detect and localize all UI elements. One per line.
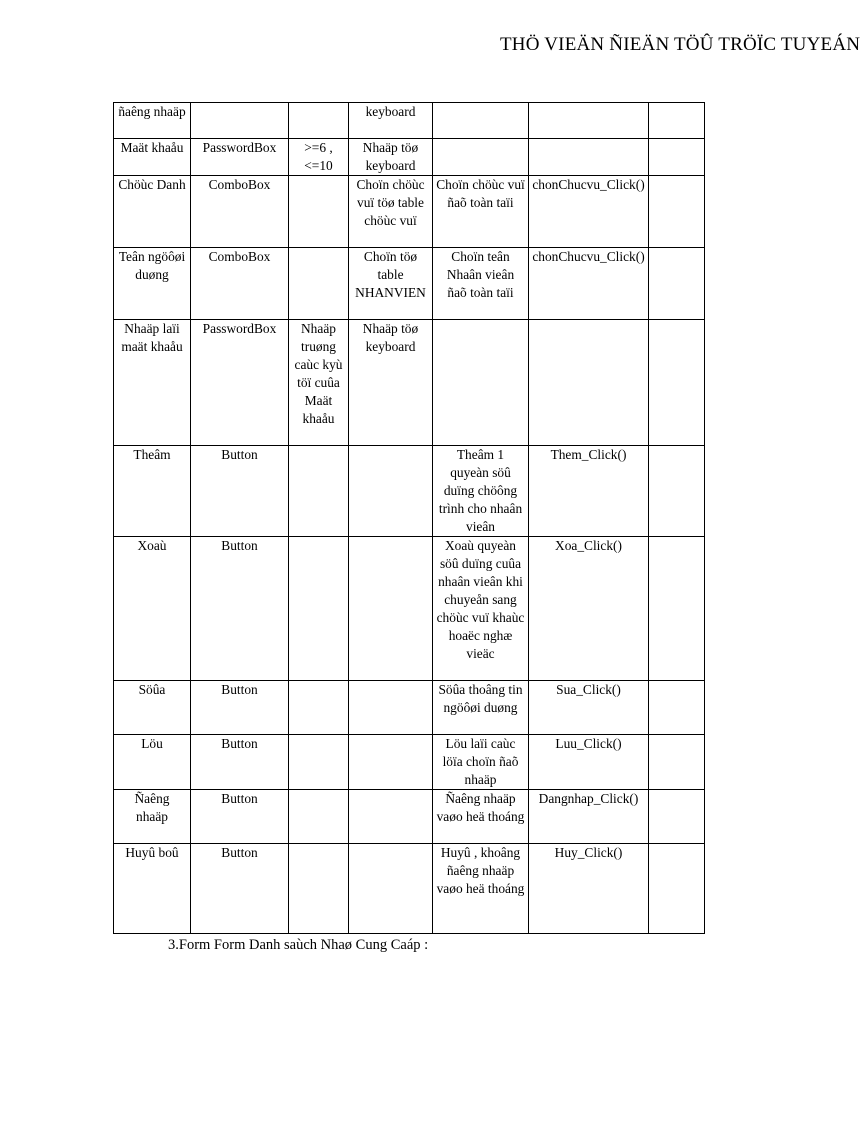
table-cell: [289, 103, 349, 139]
table-cell: Dangnhap_Click(): [529, 790, 649, 844]
table-cell: Theâm: [114, 446, 191, 537]
table-cell: [349, 790, 433, 844]
table-cell: [289, 248, 349, 320]
table-cell: Ñaêng nhaäp vaøo heä thoáng: [433, 790, 529, 844]
table-cell: [349, 735, 433, 790]
table-cell: Söûa: [114, 681, 191, 735]
table-cell: Button: [191, 790, 289, 844]
table-cell: Huyû boû: [114, 844, 191, 934]
table-cell: [649, 446, 705, 537]
table-cell: ComboBox: [191, 248, 289, 320]
table-cell: Teân ngöôøi duøng: [114, 248, 191, 320]
table-cell: Xoaù quyeàn söû duïng cuûa nhaân vieân khi chuyeån sang chöùc vuï khaùc hoaëc nghæ vieäc: [433, 537, 529, 681]
table-cell: Nhaäp laïi maät khaåu: [114, 320, 191, 446]
table-cell: Button: [191, 681, 289, 735]
page-header-title: THÖ VIEÄN ÑIEÄN TÖÛ TRÖÏC TUYEÁN: [500, 34, 860, 55]
table-row: [114, 681, 705, 735]
table-row: [114, 735, 705, 790]
table-cell: Choïn teân Nhaân vieân ñaõ toàn taïi: [433, 248, 529, 320]
table-cell: [289, 790, 349, 844]
table-row: [114, 176, 705, 248]
table-cell: chonChucvu_Click(): [529, 248, 649, 320]
table-cell: Löu laïi caùc löïa choïn ñaõ nhaäp: [433, 735, 529, 790]
table-cell: Button: [191, 537, 289, 681]
table-cell: Choïn töø table NHANVIEN: [349, 248, 433, 320]
table-cell: [649, 176, 705, 248]
table-cell: Ñaêng nhaäp: [114, 790, 191, 844]
table-cell: [649, 248, 705, 320]
table-cell: [433, 139, 529, 176]
table-cell: [289, 844, 349, 934]
table-row: [114, 139, 705, 176]
table-cell: [649, 735, 705, 790]
table-row: [114, 844, 705, 934]
table-cell: [649, 790, 705, 844]
table-cell: [289, 681, 349, 735]
table-cell: Chöùc Danh: [114, 176, 191, 248]
table-cell: [649, 844, 705, 934]
table-cell: Nhaäp töø keyboard: [349, 139, 433, 176]
table-cell: [649, 537, 705, 681]
table-cell: Huyû , khoâng ñaêng nhaäp vaøo heä thoáng: [433, 844, 529, 934]
table-cell: [529, 103, 649, 139]
table-cell: Button: [191, 735, 289, 790]
table-cell: ComboBox: [191, 176, 289, 248]
table-cell: [529, 320, 649, 446]
table-cell: [529, 139, 649, 176]
table-cell: [289, 537, 349, 681]
table-cell: [649, 681, 705, 735]
section-caption: 3.Form Form Danh saùch Nhaø Cung Caáp :: [168, 937, 429, 953]
table-cell: Huy_Click(): [529, 844, 649, 934]
table-cell: Button: [191, 446, 289, 537]
table-cell: Nhaäp töø keyboard: [349, 320, 433, 446]
table-cell: [349, 681, 433, 735]
table-cell: PasswordBox: [191, 139, 289, 176]
table-cell: Theâm 1 quyeàn söû duïng chöông trình cho nhaân vieân: [433, 446, 529, 537]
control-spec-table: [113, 102, 705, 934]
table-cell: Them_Click(): [529, 446, 649, 537]
table-cell: [433, 103, 529, 139]
table-cell: [289, 735, 349, 790]
table-cell: [649, 103, 705, 139]
table-cell: Xoaù: [114, 537, 191, 681]
table-row: [114, 248, 705, 320]
table-cell: PasswordBox: [191, 320, 289, 446]
table-cell: [649, 320, 705, 446]
table-cell: Luu_Click(): [529, 735, 649, 790]
table-cell: [191, 103, 289, 139]
table-cell: chonChucvu_Click(): [529, 176, 649, 248]
table-cell: Nhaäp truøng caùc kyù töï cuûa Maät khaåu: [289, 320, 349, 446]
table-row: [114, 103, 705, 139]
table-cell: Xoa_Click(): [529, 537, 649, 681]
table-cell: >=6 , <=10: [289, 139, 349, 176]
table-cell: Choïn chöùc vuï töø table chöùc vuï: [349, 176, 433, 248]
table-cell: [289, 446, 349, 537]
table-cell: Maät khaåu: [114, 139, 191, 176]
table-cell: [433, 320, 529, 446]
table-row: [114, 537, 705, 681]
table-cell: keyboard: [349, 103, 433, 139]
table-row: [114, 320, 705, 446]
table-row: [114, 790, 705, 844]
table-cell: Button: [191, 844, 289, 934]
table-cell: Choïn chöùc vuï ñaõ toàn taïi: [433, 176, 529, 248]
control-spec-table-body: [114, 103, 705, 934]
table-cell: [649, 139, 705, 176]
table-cell: [349, 537, 433, 681]
table-cell: [289, 176, 349, 248]
table-cell: [349, 844, 433, 934]
table-cell: Söûa thoâng tin ngöôøi duøng: [433, 681, 529, 735]
table-cell: [349, 446, 433, 537]
table-row: [114, 446, 705, 537]
table-cell: ñaêng nhaäp: [114, 103, 191, 139]
table-cell: Löu: [114, 735, 191, 790]
table-cell: Sua_Click(): [529, 681, 649, 735]
